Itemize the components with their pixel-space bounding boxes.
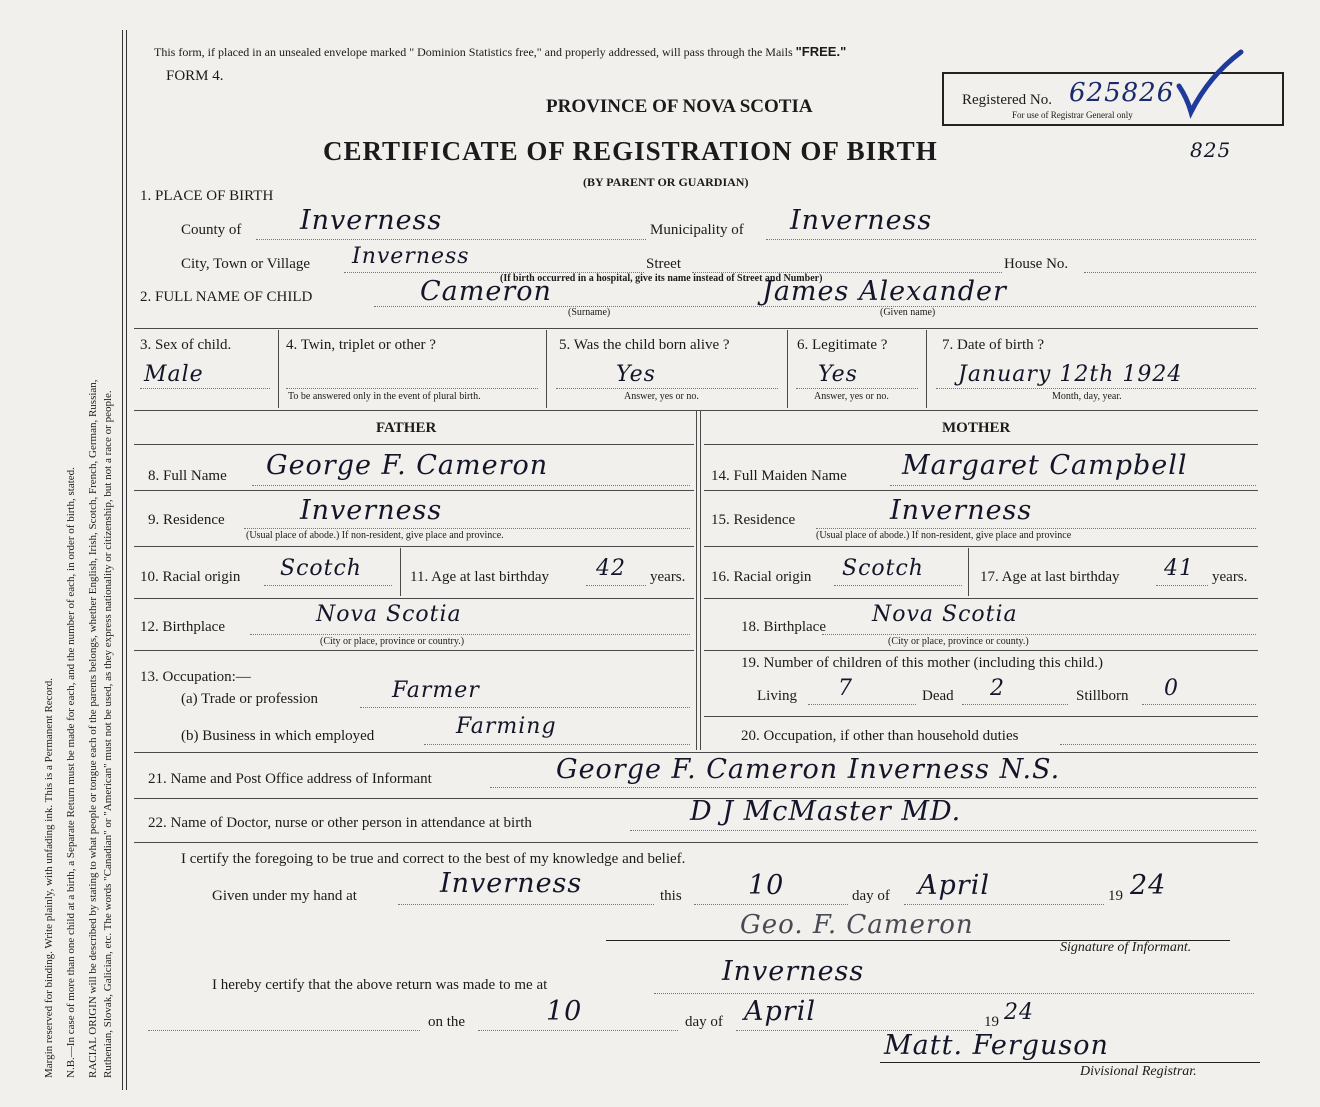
form-number: FORM 4. (166, 68, 224, 84)
sex-label: 3. Sex of child. (140, 337, 232, 353)
city-value: Inverness (352, 244, 470, 269)
trade-label: (a) Trade or profession (181, 691, 319, 707)
reg-day-of-label: day of (685, 1014, 723, 1030)
given-name-caption: (Given name) (880, 307, 936, 318)
doctor-value: D J McMaster MD. (690, 796, 962, 827)
mother-years-label: years. (1212, 569, 1248, 585)
child-given-name: James Alexander (762, 276, 1007, 307)
municipality-value: Inverness (790, 205, 933, 236)
mother-birthplace-label: 18. Birthplace (741, 619, 826, 635)
margin-rule (122, 30, 123, 1090)
given-under-label: Given under my hand at (212, 888, 357, 904)
year-suffix: 24 (1130, 870, 1167, 901)
certificate-subtitle: (BY PARENT OR GUARDIAN) (583, 175, 749, 189)
born-alive-label: 5. Was the child born alive ? (559, 337, 730, 353)
father-name-value: George F. Cameron (266, 450, 549, 481)
dead-label: Dead (922, 688, 954, 704)
twin-note: To be answered only in the event of plural birth. (288, 391, 481, 402)
place-of-birth-label: 1. PLACE OF BIRTH (140, 188, 274, 204)
children-count-label: 19. Number of children of this mother (including this child.) (741, 655, 1104, 671)
month-value: April (918, 870, 990, 901)
registrar-note: For use of Registrar General only (1012, 110, 1133, 120)
day-value: 10 (748, 870, 785, 901)
registrar-place-value: Inverness (722, 956, 865, 987)
mother-name-label: 14. Full Maiden Name (711, 468, 847, 484)
registrar-signature: Matt. Ferguson (884, 1030, 1109, 1061)
reg-year-suffix: 24 (1004, 1000, 1034, 1025)
mother-occupation-label: 20. Occupation, if other than household duties (741, 728, 1019, 744)
mother-residence-value: Inverness (890, 495, 1033, 526)
mother-heading: MOTHER (942, 420, 1011, 436)
postal-notice: This form, if placed in an unsealed envelope marked " Dominion Statistics free," and properly addressed, will pass through the Mails "FREE." (154, 44, 847, 59)
born-alive-value: Yes (616, 362, 656, 387)
born-alive-note: Answer, yes or no. (624, 391, 699, 402)
father-residence-value: Inverness (300, 495, 443, 526)
father-birthplace-value: Nova Scotia (316, 602, 462, 627)
dead-value: 2 (990, 676, 1005, 701)
father-age-value: 42 (596, 556, 626, 581)
margin-note-1: Margin reserved for binding. Write plainly, with unfading ink. This is a Permanent Record. (43, 678, 55, 1078)
signature-informant-label: Signature of Informant. (1060, 940, 1192, 955)
certificate-title: CERTIFICATE OF REGISTRATION OF BIRTH (323, 136, 938, 166)
father-birthplace-note: (City or place, province or country.) (320, 636, 465, 647)
margin-rule-2 (126, 30, 127, 1090)
father-race-label: 10. Racial origin (140, 569, 241, 585)
city-label: City, Town or Village (181, 256, 311, 272)
margin-note-4: Ruthenian, Slovak, Galician, etc. The words "Canadian" or "American" must not be used, as they express nationality or citizenship, but not a race or people. (102, 390, 114, 1078)
given-place-value: Inverness (440, 868, 583, 899)
mother-age-value: 41 (1164, 556, 1194, 581)
corner-mark: 825 (1190, 138, 1232, 162)
father-race-value: Scotch (280, 556, 362, 581)
informant-label: 21. Name and Post Office address of Informant (148, 771, 432, 787)
hospital-note: (If birth occurred in a hospital, give its name instead of Street and Number) (500, 273, 823, 284)
informant-signature: Geo. F. Cameron (740, 910, 974, 940)
doctor-label: 22. Name of Doctor, nurse or other person in attendance at birth (148, 815, 532, 831)
mother-residence-label: 15. Residence (711, 512, 796, 528)
legitimate-note: Answer, yes or no. (814, 391, 889, 402)
registered-number: 625826 (1069, 78, 1175, 108)
business-label: (b) Business in which employed (181, 728, 375, 744)
municipality-label: Municipality of (650, 222, 744, 238)
legitimate-value: Yes (818, 362, 858, 387)
margin-note-3: RACIAL ORIGIN will be described by stating to what people or tongue each of the parents belongs, whether English, Irish, Scotch, French, German, Russian, (87, 379, 99, 1078)
business-value: Farming (456, 714, 557, 739)
living-label: Living (757, 688, 797, 704)
sex-value: Male (144, 362, 204, 387)
trade-value: Farmer (392, 678, 480, 703)
reg-month-value: April (744, 996, 816, 1027)
father-heading: FATHER (376, 420, 437, 436)
mother-race-label: 16. Racial origin (711, 569, 812, 585)
father-birthplace-label: 12. Birthplace (140, 619, 225, 635)
registered-label: Registered No. (962, 92, 1052, 108)
dob-note: Month, day, year. (1052, 391, 1122, 402)
stillborn-value: 0 (1164, 676, 1179, 701)
twin-label: 4. Twin, triplet or other ? (286, 337, 436, 353)
certify-statement: I certify the foregoing to be true and correct to the best of my knowledge and belief. (181, 851, 686, 867)
mother-race-value: Scotch (842, 556, 924, 581)
dob-label: 7. Date of birth ? (942, 337, 1045, 353)
mother-residence-note: (Usual place of abode.) If non-resident, give place and province (816, 530, 1072, 541)
province-heading: PROVINCE OF NOVA SCOTIA (546, 96, 813, 117)
day-of-label: day of (852, 888, 890, 904)
margin-note-2: N.B.—In case of more than one child at a birth, a Separate Return must be made for each, and the number of each, in order of birth, stated. (65, 467, 77, 1078)
county-value: Inverness (300, 205, 443, 236)
mother-age-label: 17. Age at last birthday (980, 569, 1120, 585)
informant-value: George F. Cameron Inverness N.S. (556, 754, 1061, 785)
this-label: this (660, 888, 682, 904)
father-residence-label: 9. Residence (148, 512, 225, 528)
street-label: Street (646, 256, 681, 272)
check-mark-icon (1169, 46, 1249, 126)
father-residence-note: (Usual place of abode.) If non-resident, give place and province. (246, 530, 504, 541)
registration-box (942, 72, 1284, 126)
mother-birthplace-note: (City or place, province or county.) (888, 636, 1029, 647)
divisional-registrar-label: Divisional Registrar. (1080, 1064, 1197, 1079)
child-name-label: 2. FULL NAME OF CHILD (140, 289, 313, 305)
father-name-label: 8. Full Name (148, 468, 227, 484)
dob-value: January 12th 1924 (958, 362, 1183, 387)
living-value: 7 (838, 676, 853, 701)
reg-year-prefix: 19 (984, 1014, 999, 1030)
father-years-label: years. (650, 569, 686, 585)
registrar-statement: I hereby certify that the above return was made to me at (212, 977, 548, 993)
reg-day-value: 10 (546, 996, 583, 1027)
mother-birthplace-value: Nova Scotia (872, 602, 1018, 627)
child-surname: Cameron (420, 276, 552, 307)
legitimate-label: 6. Legitimate ? (797, 337, 888, 353)
surname-caption: (Surname) (568, 307, 611, 318)
stillborn-label: Stillborn (1076, 688, 1129, 704)
occupation-label: 13. Occupation:— (140, 669, 251, 685)
county-label: County of (181, 222, 242, 238)
father-age-label: 11. Age at last birthday (410, 569, 549, 585)
on-the-label: on the (428, 1014, 466, 1030)
year-prefix: 19 (1108, 888, 1123, 904)
house-label: House No. (1004, 256, 1069, 272)
mother-name-value: Margaret Campbell (902, 450, 1188, 481)
